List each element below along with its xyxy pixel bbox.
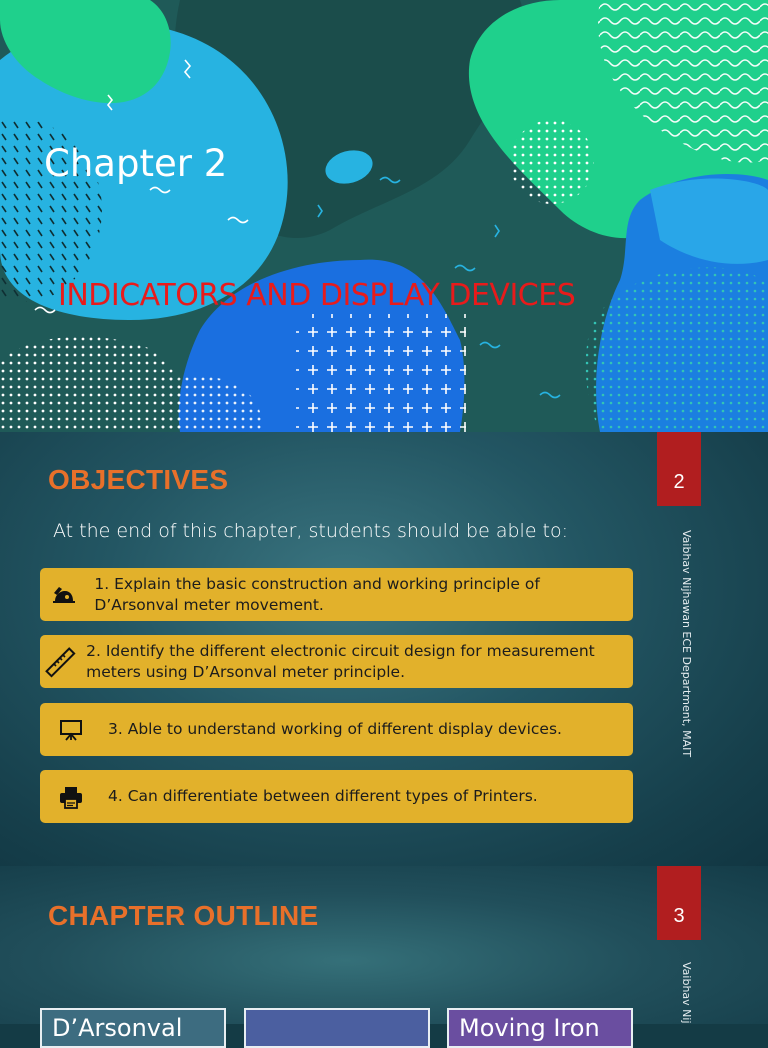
objective-item: [40, 770, 633, 823]
objective-text: 1. Explain the basic construction and working principle of D’Arsonval meter movement.: [94, 574, 540, 614]
objective-text: 3. Able to understand working of different display devices.: [108, 720, 562, 738]
printer-icon: [40, 784, 102, 810]
presentation-board-icon: [40, 717, 102, 743]
ruler-icon: [40, 649, 80, 675]
objective-item: [40, 635, 633, 688]
page-number-badge: [657, 432, 701, 506]
objective-item: [40, 568, 633, 621]
chapter-subtitle: INDICATORS AND DISPLAY DEVICES: [58, 278, 576, 313]
page-number: 3: [673, 905, 685, 927]
objective-text: 4. Can differentiate between different types of Printers.: [108, 787, 538, 805]
objective-item: [40, 703, 633, 756]
outline-box: D’Arsonval: [40, 1008, 226, 1048]
outline-box: Moving Iron: [447, 1008, 633, 1048]
objectives-slide: [0, 432, 768, 866]
objectives-heading: OBJECTIVES: [48, 464, 229, 495]
objective-text: 2. Identify the different electronic circuit design for measurement meters using D’Arsonval meter principle.: [86, 641, 595, 681]
outline-box: [244, 1008, 430, 1048]
meter-icon: [40, 585, 88, 605]
outline-slide: [0, 866, 768, 1042]
chapter-title: Chapter 2: [44, 142, 228, 185]
page-number: 2: [673, 471, 685, 493]
page-number-badge: [657, 866, 701, 940]
objectives-intro: At the end of this chapter, students should be able to:: [53, 520, 569, 542]
author-footer: Vaibhav Nij: [680, 962, 693, 1024]
title-slide: [0, 0, 768, 432]
author-footer: Vaibhav Nijhawan ECE Department, MAIT: [680, 530, 693, 758]
abstract-background: [0, 0, 768, 432]
outline-heading: CHAPTER OUTLINE: [48, 900, 319, 931]
